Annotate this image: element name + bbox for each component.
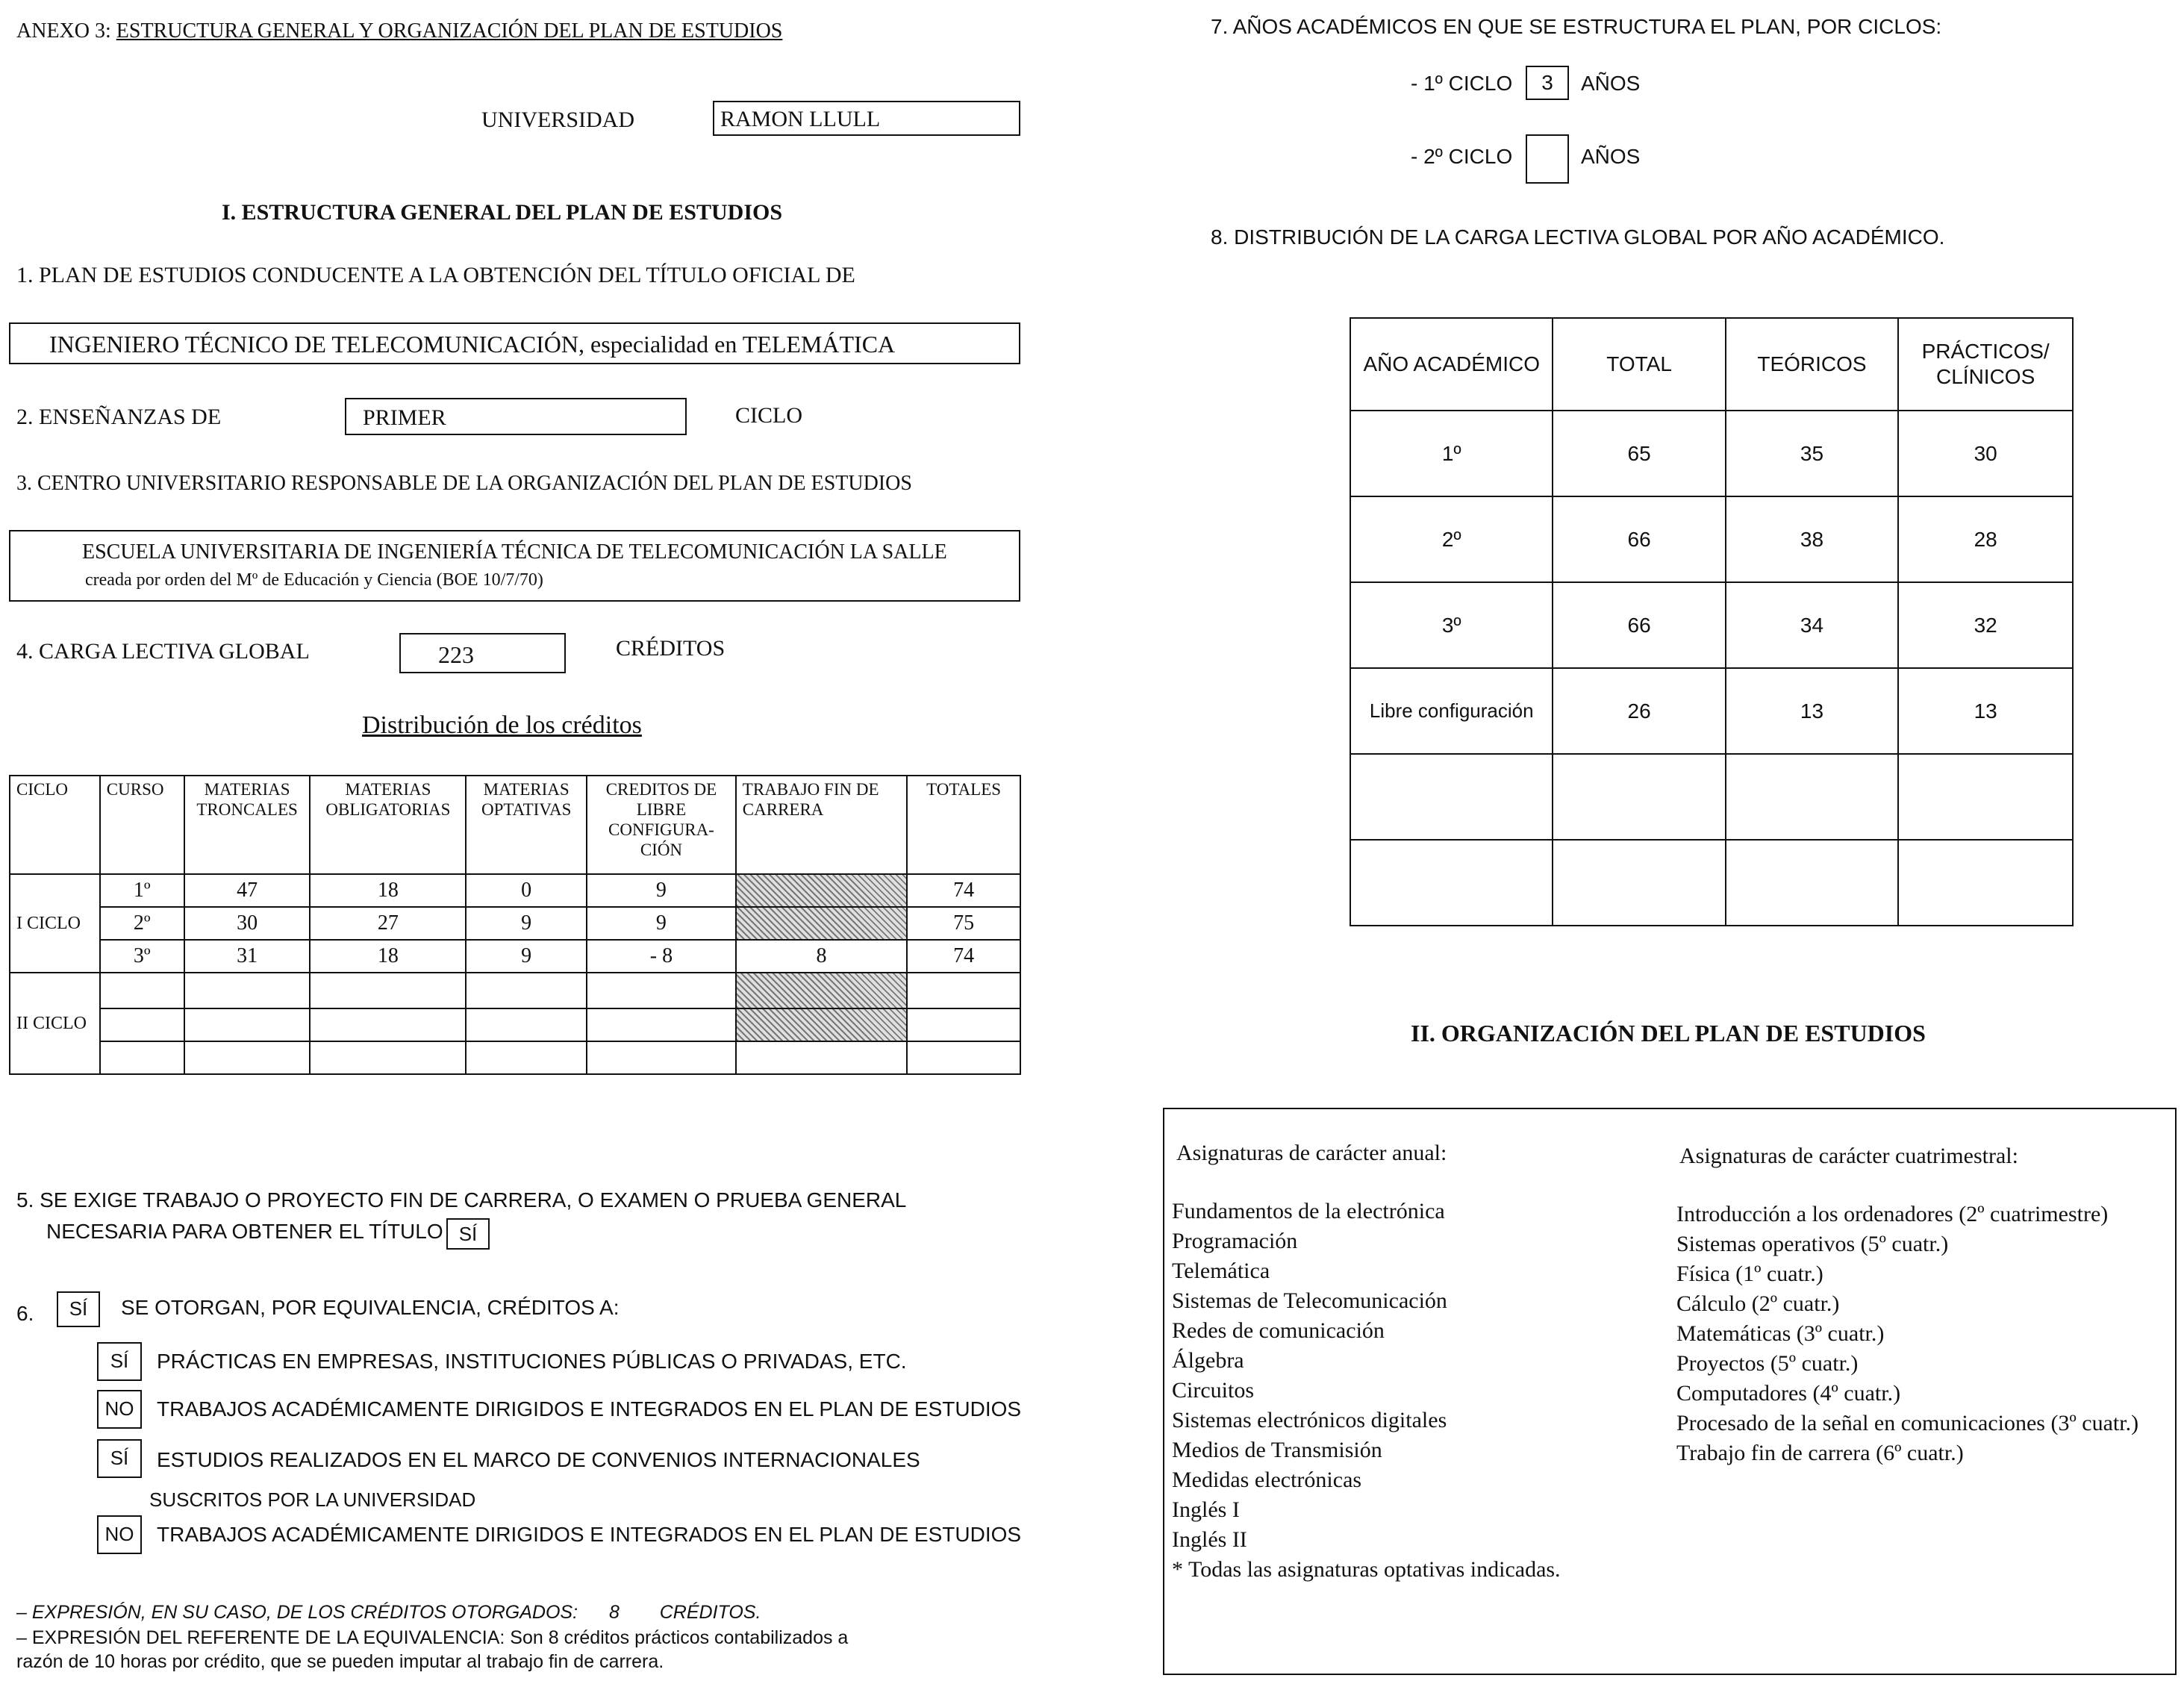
- table-row: [10, 874, 1020, 907]
- option-box: SÍ: [97, 1439, 142, 1478]
- ciclo2-unit: AÑOS: [1581, 145, 1641, 168]
- hdr-curso: CURSO: [100, 776, 184, 874]
- teoricos-cell: 35: [1726, 411, 1899, 496]
- list-item: Álgebra: [1172, 1348, 1244, 1373]
- ciclo1-years-box: 3: [1526, 66, 1569, 100]
- annex-heading: [16, 19, 782, 43]
- empty-cell: [587, 1008, 736, 1041]
- trabajo-cell-hatched: [736, 874, 907, 907]
- expr2b: razón de 10 horas por crédito, que se pueden imputar al trabajo fin de carrera.: [16, 1651, 664, 1672]
- anio-cell: 2º: [1350, 496, 1553, 582]
- list-item: Inglés II: [1172, 1527, 1247, 1552]
- total-cell: [1553, 840, 1725, 926]
- centro-line1: ESCUELA UNIVERSITARIA DE INGENIERÍA TÉCNICA DE TELECOMUNICACIÓN LA SALLE: [82, 540, 947, 564]
- total-cell: 26: [1553, 668, 1725, 754]
- empty-cell: [736, 1041, 907, 1074]
- total-cell: 66: [1553, 582, 1725, 668]
- hdr-anio: AÑO ACADÉMICO: [1350, 318, 1553, 411]
- teoricos-cell: 38: [1726, 496, 1899, 582]
- anio-cell: Libre configuración: [1350, 668, 1553, 754]
- practicos-cell: 32: [1898, 582, 2073, 668]
- optativas-cell: 0: [466, 874, 587, 907]
- item8-label: 8. DISTRIBUCIÓN DE LA CARGA LECTIVA GLOBAL POR AÑO ACADÉMICO.: [1211, 225, 1945, 249]
- option-box: SÍ: [97, 1342, 142, 1381]
- curso-cell: 3º: [100, 940, 184, 973]
- ciclo2-years-box: [1526, 134, 1569, 184]
- list-item: Cálculo (2º cuatr.): [1676, 1291, 1840, 1316]
- obligatorias-cell: 18: [310, 940, 466, 973]
- empty-cell: [907, 1008, 1020, 1041]
- universidad-label: UNIVERSIDAD: [481, 107, 634, 132]
- anio-cell: 1º: [1350, 411, 1553, 496]
- list-item: Redes de comunicación: [1172, 1318, 1385, 1343]
- libre-cell: 9: [587, 874, 736, 907]
- table-row: [1350, 754, 2073, 840]
- hdr-trabajo: TRABAJO FIN DE CARRERA: [736, 776, 907, 874]
- empty-cell: [184, 973, 311, 1008]
- list-item: Procesado de la señal en comunicaciones (3º cuatr.): [1676, 1411, 2139, 1435]
- hdr-totales: TOTALES: [907, 776, 1020, 874]
- ciclo2-label: II CICLO: [10, 973, 100, 1074]
- option-box: NO: [97, 1515, 142, 1554]
- empty-cell: [100, 973, 184, 1008]
- option-box: NO: [97, 1390, 142, 1429]
- dist-header-row: [10, 776, 1020, 874]
- list-item: Fundamentos de la electrónica: [1172, 1199, 1445, 1223]
- practicos-cell: [1898, 840, 2073, 926]
- hdr-total: TOTAL: [1553, 318, 1725, 411]
- total-cell: 65: [1553, 411, 1725, 496]
- list-item: Trabajo fin de carrera (6º cuatr.): [1676, 1441, 1964, 1465]
- anio-cell: [1350, 840, 1553, 926]
- hdr-libre: CREDITOS DE LIBRE CONFIGURA- CIÓN: [587, 776, 736, 874]
- expr2a: – EXPRESIÓN DEL REFERENTE DE LA EQUIVALENCIA: Son 8 créditos prácticos contabilizados a: [16, 1627, 849, 1648]
- expr1-unit: CRÉDITOS.: [659, 1602, 761, 1623]
- titulo-value: INGENIERO TÉCNICO DE TELECOMUNICACIÓN, especialidad en TELEMÁTICA: [49, 331, 896, 358]
- empty-cell: [907, 973, 1020, 1008]
- empty-cell: [184, 1041, 311, 1074]
- carga-table: [1350, 317, 2074, 926]
- anio-cell: 3º: [1350, 582, 1553, 668]
- empty-cell: [310, 1041, 466, 1074]
- trabajo-cell-hatched: [736, 973, 907, 1008]
- annex-prefix: ANEXO 3:: [16, 19, 111, 43]
- hdr-ciclo: CICLO: [10, 776, 100, 874]
- empty-cell: [310, 973, 466, 1008]
- hdr-troncales: MATERIAS TRONCALES: [184, 776, 311, 874]
- universidad-value: RAMON LLULL: [720, 107, 881, 131]
- total-cell: 66: [1553, 496, 1725, 582]
- distribucion-table: [9, 775, 1021, 1075]
- section2-title: II. ORGANIZACIÓN DEL PLAN DE ESTUDIOS: [1411, 1020, 1926, 1047]
- teoricos-cell: 34: [1726, 582, 1899, 668]
- item5-line1: 5. SE EXIGE TRABAJO O PROYECTO FIN DE CARRERA, O EXAMEN O PRUEBA GENERAL: [16, 1188, 907, 1212]
- option-text: TRABAJOS ACADÉMICAMENTE DIRIGIDOS E INTEGRADOS EN EL PLAN DE ESTUDIOS: [157, 1523, 1022, 1546]
- item6-box: SÍ: [57, 1291, 100, 1327]
- empty-cell: [100, 1008, 184, 1041]
- teoricos-cell: 13: [1726, 668, 1899, 754]
- ciclo1-label-7: - 1º CICLO: [1411, 72, 1513, 95]
- empty-cell: [100, 1041, 184, 1074]
- empty-cell: [587, 1041, 736, 1074]
- ciclo1-unit: AÑOS: [1581, 72, 1641, 95]
- table-row: [10, 973, 1020, 1008]
- carga-header-row: [1350, 318, 2073, 411]
- list-item: Sistemas electrónicos digitales: [1172, 1408, 1447, 1432]
- list-item: Telemática: [1172, 1259, 1270, 1283]
- hdr-obligatorias: MATERIAS OBLIGATORIAS: [310, 776, 466, 874]
- list-item: Sistemas de Telecomunicación: [1172, 1288, 1447, 1313]
- libre-cell: - 8: [587, 940, 736, 973]
- carga-value: 223: [438, 641, 474, 668]
- table-row: [1350, 840, 2073, 926]
- hdr-teoricos: TEÓRICOS: [1726, 318, 1899, 411]
- empty-cell: [907, 1041, 1020, 1074]
- curso-cell: 1º: [100, 874, 184, 907]
- cuatri-title: Asignaturas de carácter cuatrimestral:: [1679, 1144, 2018, 1168]
- list-item: Sistemas operativos (5º cuatr.): [1676, 1232, 1949, 1256]
- option-text-cont: SUSCRITOS POR LA UNIVERSIDAD: [149, 1488, 476, 1511]
- empty-cell: [184, 1008, 311, 1041]
- organizacion-box: [1163, 1108, 2177, 1675]
- carga-box: [399, 633, 566, 673]
- centro-box: [9, 530, 1020, 602]
- teoricos-cell: [1726, 840, 1899, 926]
- practicos-cell: 13: [1898, 668, 2073, 754]
- empty-cell: [466, 973, 587, 1008]
- item1-label: 1. PLAN DE ESTUDIOS CONDUCENTE A LA OBTENCIÓN DEL TÍTULO OFICIAL DE: [16, 263, 855, 287]
- totales-cell: 74: [907, 874, 1020, 907]
- item2-suffix: CICLO: [735, 403, 802, 428]
- expr1-label: – EXPRESIÓN, EN SU CASO, DE LOS CRÉDITOS OTORGADOS:: [16, 1602, 578, 1623]
- table-row: [10, 1008, 1020, 1041]
- list-item: Física (1º cuatr.): [1676, 1262, 1823, 1286]
- table-row: [1350, 582, 2073, 668]
- obligatorias-cell: 27: [310, 907, 466, 940]
- troncales-cell: 31: [184, 940, 311, 973]
- ensenanzas-value: PRIMER: [363, 405, 446, 430]
- trabajo-cell-hatched: [736, 1008, 907, 1041]
- item4-suffix: CRÉDITOS: [616, 636, 726, 661]
- list-item: Medios de Transmisión: [1172, 1438, 1382, 1462]
- teoricos-cell: [1726, 754, 1899, 840]
- trabajo-cell-hatched: [736, 907, 907, 940]
- table-row: [1350, 668, 2073, 754]
- totales-cell: 74: [907, 940, 1020, 973]
- troncales-cell: 30: [184, 907, 311, 940]
- hdr-practicos: PRÁCTICOS/ CLÍNICOS: [1898, 318, 2073, 411]
- table-row: [1350, 411, 2073, 496]
- table-row: [1350, 496, 2073, 582]
- list-item: * Todas las asignaturas optativas indicadas.: [1172, 1557, 1561, 1582]
- annex-title: ESTRUCTURA GENERAL Y ORGANIZACIÓN DEL PLAN DE ESTUDIOS: [116, 19, 783, 43]
- list-item: Programación: [1172, 1229, 1298, 1253]
- option-text: TRABAJOS ACADÉMICAMENTE DIRIGIDOS E INTEGRADOS EN EL PLAN DE ESTUDIOS: [157, 1397, 1022, 1421]
- item6-label: SE OTORGAN, POR EQUIVALENCIA, CRÉDITOS A:: [121, 1296, 620, 1319]
- universidad-box: [713, 101, 1020, 136]
- troncales-cell: 47: [184, 874, 311, 907]
- libre-cell: 9: [587, 907, 736, 940]
- practicos-cell: [1898, 754, 2073, 840]
- anual-title: Asignaturas de carácter anual:: [1176, 1141, 1447, 1165]
- anio-cell: [1350, 754, 1553, 840]
- practicos-cell: 28: [1898, 496, 2073, 582]
- obligatorias-cell: 18: [310, 874, 466, 907]
- section1-title: I. ESTRUCTURA GENERAL DEL PLAN DE ESTUDIOS: [222, 200, 783, 225]
- expr1-value: 8: [608, 1602, 620, 1623]
- option-text: ESTUDIOS REALIZADOS EN EL MARCO DE CONVENIOS INTERNACIONALES: [157, 1448, 920, 1471]
- list-item: Inglés I: [1172, 1497, 1240, 1522]
- table-row: [10, 907, 1020, 940]
- empty-cell: [466, 1041, 587, 1074]
- empty-cell: [587, 973, 736, 1008]
- table-row: [10, 940, 1020, 973]
- expr1: [16, 1602, 761, 1624]
- item5-box: SÍ: [446, 1218, 490, 1250]
- distribucion-title: Distribución de los créditos: [362, 711, 642, 739]
- list-item: Introducción a los ordenadores (2º cuatrimestre): [1676, 1202, 2109, 1226]
- item5-line2: NECESARIA PARA OBTENER EL TÍTULO: [46, 1220, 443, 1243]
- item7-label: 7. AÑOS ACADÉMICOS EN QUE SE ESTRUCTURA EL PLAN, POR CICLOS:: [1211, 15, 1942, 38]
- list-item: Matemáticas (3º cuatr.): [1676, 1321, 1885, 1346]
- list-item: Computadores (4º cuatr.): [1676, 1381, 1901, 1406]
- item6-number: 6.: [16, 1302, 34, 1325]
- trabajo-cell: 8: [736, 940, 907, 973]
- titulo-box: [9, 322, 1020, 364]
- list-item: Proyectos (5º cuatr.): [1676, 1351, 1859, 1376]
- totales-cell: 75: [907, 907, 1020, 940]
- ciclo2-label-7: - 2º CICLO: [1411, 145, 1513, 168]
- ensenanzas-box: [345, 398, 687, 435]
- empty-cell: [310, 1008, 466, 1041]
- option-text: PRÁCTICAS EN EMPRESAS, INSTITUCIONES PÚBLICAS O PRIVADAS, ETC.: [157, 1350, 907, 1373]
- list-item: Circuitos: [1172, 1378, 1254, 1403]
- item2-label: 2. ENSEÑANZAS DE: [16, 405, 222, 429]
- optativas-cell: 9: [466, 907, 587, 940]
- curso-cell: 2º: [100, 907, 184, 940]
- practicos-cell: 30: [1898, 411, 2073, 496]
- list-item: Medidas electrónicas: [1172, 1468, 1362, 1492]
- ciclo1-label: I CICLO: [10, 874, 100, 973]
- item3-label: 3. CENTRO UNIVERSITARIO RESPONSABLE DE LA ORGANIZACIÓN DEL PLAN DE ESTUDIOS: [16, 472, 912, 495]
- hdr-optativas: MATERIAS OPTATIVAS: [466, 776, 587, 874]
- centro-line2: creada por orden del Mº de Educación y Ciencia (BOE 10/7/70): [85, 570, 543, 590]
- optativas-cell: 9: [466, 940, 587, 973]
- item4-label: 4. CARGA LECTIVA GLOBAL: [16, 639, 310, 664]
- empty-cell: [466, 1008, 587, 1041]
- total-cell: [1553, 754, 1725, 840]
- table-row: [10, 1041, 1020, 1074]
